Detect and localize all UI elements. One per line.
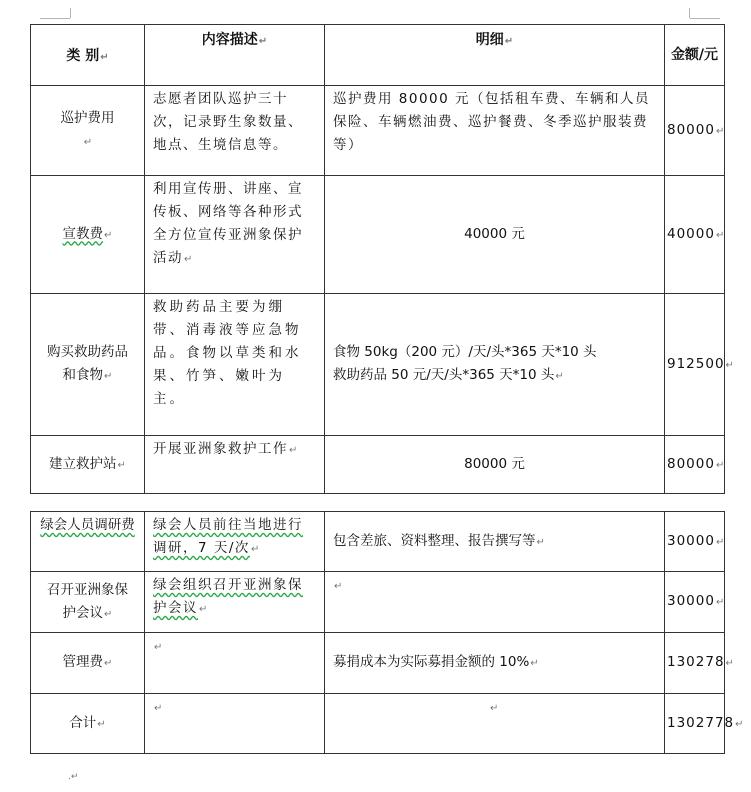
- cell-description: 利用宣传册、讲座、宣传板、网络等各种形式全方位宣传亚洲象保护活动↵: [145, 176, 325, 294]
- cell-description: ↵: [145, 694, 325, 754]
- paragraph-mark: .↵: [68, 772, 79, 782]
- cell-amount: 30000↵: [665, 572, 725, 633]
- cell-amount: 80000↵: [665, 86, 725, 176]
- cell-description: 绿会人员前往当地进行调研，7 天/次↵: [145, 512, 325, 572]
- cell-description: 救助药品主要为绷带、消毒液等应急物品。食物以草类和水果、竹笋、嫩叶为主。: [145, 294, 325, 436]
- cell-category: 合计↵: [31, 694, 145, 754]
- table-row-total: [31, 694, 725, 754]
- cell-amount: 80000↵: [665, 436, 725, 494]
- table-row: [31, 176, 725, 294]
- cell-amount: 40000↵: [665, 176, 725, 294]
- cell-details: 包含差旅、资料整理、报告撰写等↵: [325, 512, 665, 572]
- header-description: 内容描述↵: [145, 25, 325, 86]
- cell-category: 巡护费用↵: [31, 86, 145, 176]
- table-row: [31, 436, 725, 494]
- cell-details: 40000 元: [325, 176, 665, 294]
- header-category: 类 别↵: [31, 25, 145, 86]
- cell-category: 建立救护站↵: [31, 436, 145, 494]
- header-amount: 金额/元: [665, 25, 725, 86]
- table-row: [31, 633, 725, 694]
- cell-description: 绿会组织召开亚洲象保护会议↵: [145, 572, 325, 633]
- crop-mark-top-left: [40, 8, 70, 19]
- cell-amount: 912500↵: [665, 294, 725, 436]
- cell-category: 管理费↵: [31, 633, 145, 694]
- cell-description: ↵: [145, 633, 325, 694]
- table-row: [31, 572, 725, 633]
- header-details: 明细↵: [325, 25, 665, 86]
- cell-amount: 130278↵: [665, 633, 725, 694]
- details-line-medicine: 救助药品 50 元/天/头*365 天*10 头↵: [333, 367, 564, 383]
- cell-amount: 1302778↵: [665, 694, 725, 754]
- cell-category: 购买救助药品和食物↵: [31, 294, 145, 436]
- table-row: [31, 86, 725, 176]
- cell-details: 募捐成本为实际募捐金额的 10%↵: [325, 633, 665, 694]
- cell-amount: 30000↵: [665, 512, 725, 572]
- cell-details: 巡护费用 80000 元（包括租车费、车辆和人员保险、车辆燃油费、巡护餐费、冬季巡护服装费等）: [325, 86, 665, 176]
- budget-table-part-1: [30, 24, 735, 494]
- cell-details: [325, 294, 665, 436]
- table-header-row: [31, 25, 725, 86]
- crop-mark-top-right: [690, 8, 720, 19]
- cell-description: 志愿者团队巡护三十次，记录野生象数量、地点、生境信息等。: [145, 86, 325, 176]
- budget-table-part-2: [30, 511, 745, 754]
- cell-category: 宣教费↵: [31, 176, 145, 294]
- cell-details: ↵: [325, 694, 665, 754]
- details-line-food: 食物 50kg（200 元）/天/头*365 天*10 头: [333, 344, 597, 360]
- table-row: [31, 512, 725, 572]
- table-row: [31, 294, 725, 436]
- cell-details: ↵: [325, 572, 665, 633]
- cell-details: 80000 元: [325, 436, 665, 494]
- cell-description: 开展亚洲象救护工作↵: [145, 436, 325, 494]
- cell-category: 召开亚洲象保护会议↵: [31, 572, 145, 633]
- cell-category: 绿会人员调研费: [31, 512, 145, 572]
